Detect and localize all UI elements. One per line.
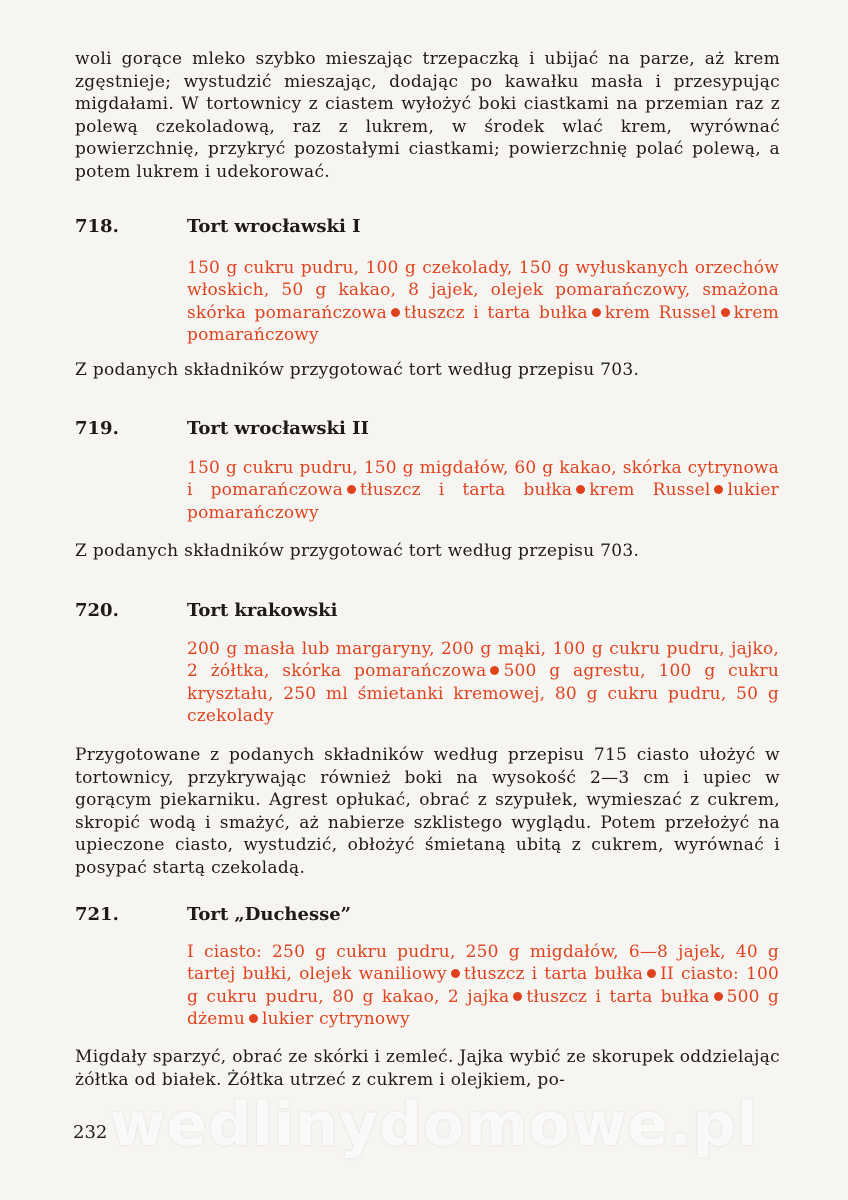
recipe-title: Tort wrocławski II [187, 418, 369, 439]
bullet-dot-icon [513, 992, 522, 1001]
recipe-720-ingredients [187, 638, 779, 727]
recipe-718-heading [75, 216, 780, 242]
bullet-dot-icon [249, 1014, 258, 1023]
recipe-number: 718. [75, 216, 119, 237]
recipe-721-heading [75, 904, 780, 930]
bullet-dot-icon [647, 969, 656, 978]
recipe-number: 720. [75, 600, 119, 621]
recipe-number: 719. [75, 418, 119, 439]
bullet-dot-icon [714, 992, 723, 1001]
bullet-dot-icon [391, 308, 400, 317]
ingredient-group: krem Russel [589, 480, 711, 501]
intro-paragraph: woli gorące mleko szybko mieszając trzepaczką i ubijać na parze, aż krem zgęstnieje; wystudzić mieszając, dodając po kawałku masła i przesypując migdałami. W tortownicy z ciastem wyłożyć boki ciastkami na przemian raz z polewą czekoladową, raz z lukrem, w środek wlać krem, wyrównać powierzchnię, przykryć pozostałymi ciastkami; powierzchnię polać polewą, a potem lukrem i udekorować. [75, 49, 780, 182]
recipe-720-heading [75, 600, 780, 626]
recipe-title: Tort wrocławski I [187, 216, 361, 237]
ingredient-group: tłuszcz i tarta bułka [359, 480, 573, 501]
recipe-719-instructions: Z podanych składników przygotować tort według przepisu 703. [75, 541, 640, 561]
bullet-dot-icon [490, 666, 499, 675]
recipe-719-ingredients [187, 457, 779, 524]
ingredient-group: tłuszcz i tarta bułka [463, 964, 644, 985]
recipe-719-heading [75, 418, 780, 444]
bullet-dot-icon [721, 308, 730, 317]
recipe-718-instructions: Z podanych składników przygotować tort według przepisu 703. [75, 360, 640, 380]
ingredient-group: lukier pomarańczowy [187, 480, 779, 523]
ingredient-group: 500 g agrestu, 100 g cukru kryształu, 250 ml śmietanki kremowej, 80 g cukru pudru, 50 g czekolady [187, 661, 779, 726]
ingredient-group: 200 g masła lub margaryny, 200 g mąki, 100 g cukru pudru, jajko, 2 żółtka, skórka pomarańczowa [187, 639, 779, 682]
recipe-number: 721. [75, 904, 119, 925]
bullet-dot-icon [576, 485, 585, 494]
ingredient-group: 150 g cukru pudru, 100 g czekolady, 150 g wyłuskanych orzechów włoskich, 50 g kakao, 8 jajek, olejek pomarańczowy, smażona skórka pomarańczowa [187, 258, 779, 323]
page-number: 232 [73, 1122, 108, 1143]
ingredient-group: krem pomarańczowy [187, 302, 779, 345]
recipe-720-instructions: Przygotowane z podanych składników według przepisu 715 ciasto ułożyć w tortownicy, przykrywając również boki na wysokość 2—3 cm i upiec w gorącym piekarniku. Agrest opłukać, obrać z szypułek, wymieszać z cukrem, skropić wodą i smażyć, aż nabierze szklistego wyglądu. Potem przełożyć na upieczone ciasto, wystudzić, obłożyć śmietaną ubitą z cukrem, wyrównać i posypać startą czekoladą. [75, 745, 780, 878]
recipe-title: Tort „Duchesse” [187, 904, 352, 925]
ingredient-group: I ciasto: 250 g cukru pudru, 250 g migdałów, 6—8 jajek, 40 g tartej bułki, olejek waniliowy [187, 942, 779, 985]
bullet-dot-icon [347, 485, 356, 494]
ingredient-group: tłuszcz i tarta bułka [526, 986, 710, 1007]
ingredient-group: 150 g cukru pudru, 150 g migdałów, 60 g kakao, skórka cytrynowa i pomarańczowa [187, 458, 779, 501]
watermark: wedlinydomowe.pl [110, 1090, 759, 1160]
recipe-718-ingredients [187, 257, 779, 346]
recipe-title: Tort krakowski [187, 600, 338, 621]
bullet-dot-icon [451, 969, 460, 978]
bullet-dot-icon [592, 308, 601, 317]
bullet-dot-icon [714, 485, 723, 494]
ingredient-group: II ciasto: 100 g cukru pudru, 80 g kakao, 2 jajka [187, 964, 780, 1007]
ingredient-group: 500 g dżemu [187, 986, 780, 1029]
recipe-721-ingredients [187, 941, 779, 1030]
recipe-721-instructions: Migdały sparzyć, obrać ze skórki i zemleć. Jajka wybić ze skorupek oddzielając żółtka od białek. Żółtka utrzeć z cukrem i olejkiem, po- [75, 1047, 780, 1090]
ingredient-group: krem Russel [604, 302, 717, 323]
ingredient-group: lukier cytrynowy [261, 1008, 410, 1029]
ingredient-group: tłuszcz i tarta bułka [403, 302, 588, 323]
